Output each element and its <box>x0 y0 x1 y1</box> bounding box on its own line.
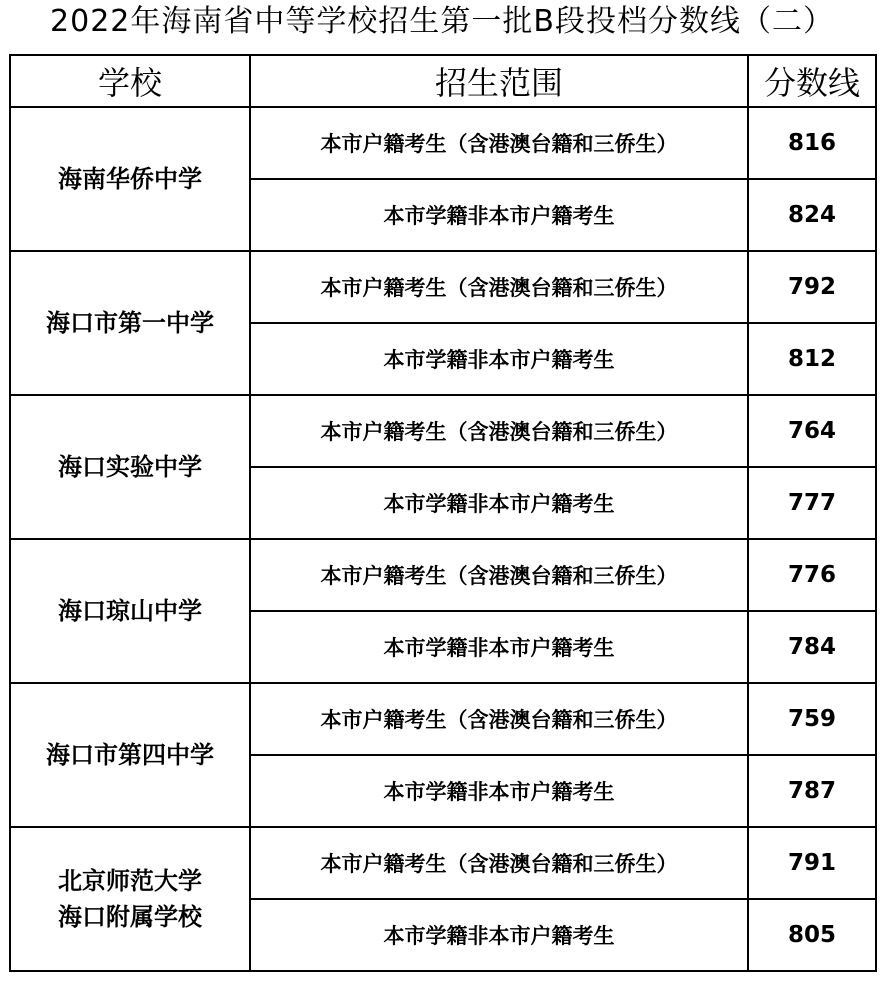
score-cell: 792 <box>748 251 876 323</box>
page-title: 2022年海南省中等学校招生第一批B段投档分数线（二） <box>50 4 834 39</box>
school-name-cell <box>10 539 250 683</box>
score-cell: 776 <box>748 539 876 611</box>
score-cell: 787 <box>748 755 876 827</box>
table-row <box>10 107 876 179</box>
score-cell: 764 <box>748 395 876 467</box>
table-body <box>10 107 876 971</box>
enrollment-scope-cell: 本市学籍非本市户籍考生 <box>250 611 748 683</box>
enrollment-scope-cell: 本市学籍非本市户籍考生 <box>250 899 748 971</box>
school-name-line: 海口附属学校 <box>58 903 202 931</box>
school-name-cell <box>10 395 250 539</box>
header-score: 分数线 <box>748 55 876 107</box>
score-cell: 824 <box>748 179 876 251</box>
school-name-cell <box>10 107 250 251</box>
school-name-line: 海南华侨中学 <box>58 165 202 193</box>
school-name-line: 海口市第四中学 <box>46 741 214 769</box>
table-row <box>10 827 876 899</box>
enrollment-scope-cell: 本市户籍考生（含港澳台籍和三侨生） <box>250 251 748 323</box>
table-row <box>10 539 876 611</box>
table-row <box>10 683 876 755</box>
header-scope: 招生范围 <box>250 55 748 107</box>
score-cell: 759 <box>748 683 876 755</box>
enrollment-scope-cell: 本市学籍非本市户籍考生 <box>250 323 748 395</box>
enrollment-scope-cell: 本市学籍非本市户籍考生 <box>250 179 748 251</box>
school-name-cell <box>10 827 250 971</box>
score-cell: 816 <box>748 107 876 179</box>
enrollment-scope-cell: 本市户籍考生（含港澳台籍和三侨生） <box>250 395 748 467</box>
school-name-line: 海口市第一中学 <box>46 309 214 337</box>
enrollment-scope-cell: 本市学籍非本市户籍考生 <box>250 755 748 827</box>
school-name-cell <box>10 683 250 827</box>
school-name-cell <box>10 251 250 395</box>
school-name-line: 海口实验中学 <box>58 453 202 481</box>
table-row <box>10 251 876 323</box>
school-name-line: 海口琼山中学 <box>58 597 202 625</box>
score-cell: 812 <box>748 323 876 395</box>
enrollment-scope-cell: 本市学籍非本市户籍考生 <box>250 467 748 539</box>
score-cell: 805 <box>748 899 876 971</box>
header-school: 学校 <box>10 55 250 107</box>
score-cell: 791 <box>748 827 876 899</box>
enrollment-scope-cell: 本市户籍考生（含港澳台籍和三侨生） <box>250 683 748 755</box>
enrollment-scope-cell: 本市户籍考生（含港澳台籍和三侨生） <box>250 539 748 611</box>
enrollment-scope-cell: 本市户籍考生（含港澳台籍和三侨生） <box>250 827 748 899</box>
school-name-line: 北京师范大学 <box>58 867 202 895</box>
score-cell: 784 <box>748 611 876 683</box>
score-cell: 777 <box>748 467 876 539</box>
enrollment-scope-cell: 本市户籍考生（含港澳台籍和三侨生） <box>250 107 748 179</box>
admission-score-table <box>9 54 877 972</box>
table-header-row <box>10 55 876 107</box>
table-row <box>10 395 876 467</box>
